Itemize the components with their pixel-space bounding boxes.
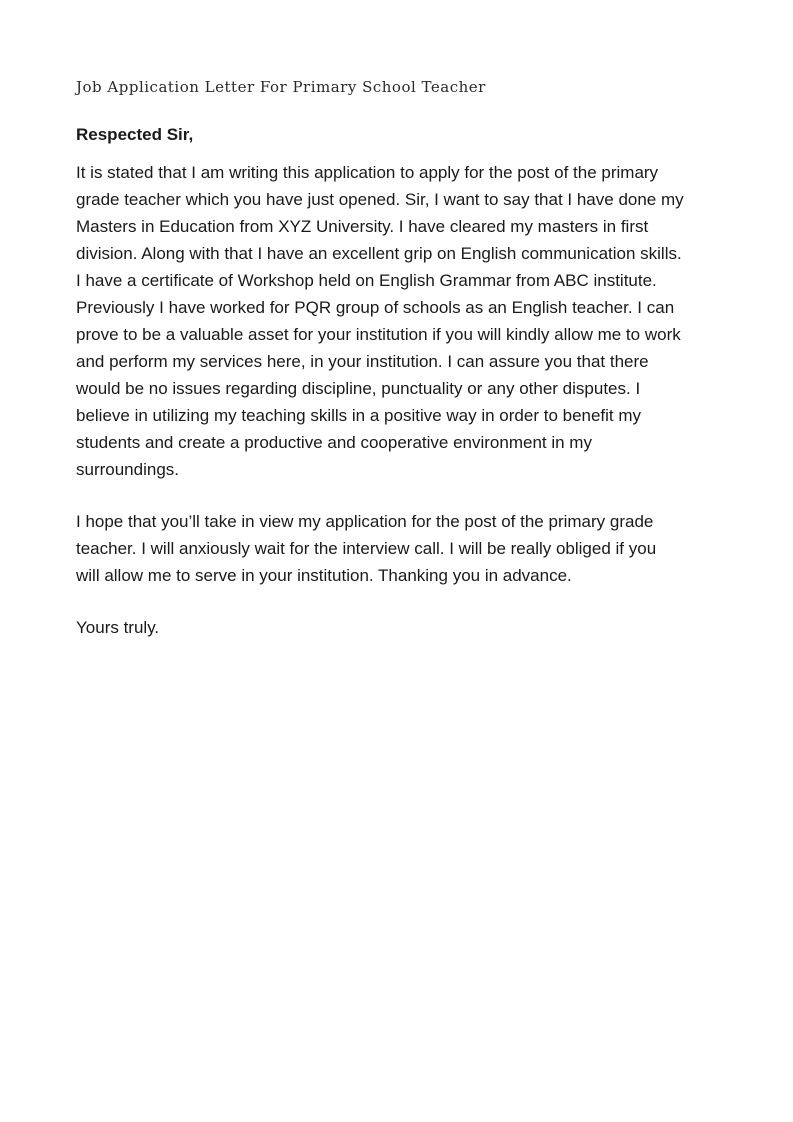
paragraph-line: teacher. I will anxiously wait for the interview call. I will be really obliged if you: [76, 539, 657, 558]
salutation: Respected Sir,: [76, 125, 194, 144]
paragraph-line: and perform my services here, in your institution. I can assure you that there: [76, 352, 649, 371]
body-paragraph-2: [76, 508, 736, 589]
paragraph-line: I have a certificate of Workshop held on English Grammar from ABC institute.: [76, 271, 657, 290]
paragraph-line: believe in utilizing my teaching skills in a positive way in order to benefit my: [76, 406, 642, 425]
paragraph-line: Previously I have worked for PQR group of schools as an English teacher. I can: [76, 298, 675, 317]
document-title: Job Application Letter For Primary School Teacher: [76, 78, 486, 96]
paragraph-line: Masters in Education from XYZ University. I have cleared my masters in first: [76, 217, 649, 236]
closing-line: Yours truly.: [76, 618, 160, 637]
paragraph-line: grade teacher which you have just opened. Sir, I want to say that I have done my: [76, 190, 684, 209]
paragraph-line: surroundings.: [76, 460, 180, 479]
paragraph-line: would be no issues regarding discipline, punctuality or any other disputes. I: [76, 379, 641, 398]
paragraph-line: I hope that you’ll take in view my application for the post of the primary grade: [76, 512, 654, 531]
paragraph-line: students and create a productive and cooperative environment in my: [76, 433, 592, 452]
paragraph-line: prove to be a valuable asset for your institution if you will kindly allow me to work: [76, 325, 681, 344]
paragraph-line: division. Along with that I have an excellent grip on English communication skills.: [76, 244, 682, 263]
body-paragraph-1: [76, 159, 736, 483]
paragraph-line: will allow me to serve in your institution. Thanking you in advance.: [76, 566, 572, 585]
paragraph-line: It is stated that I am writing this application to apply for the post of the primary: [76, 163, 659, 182]
